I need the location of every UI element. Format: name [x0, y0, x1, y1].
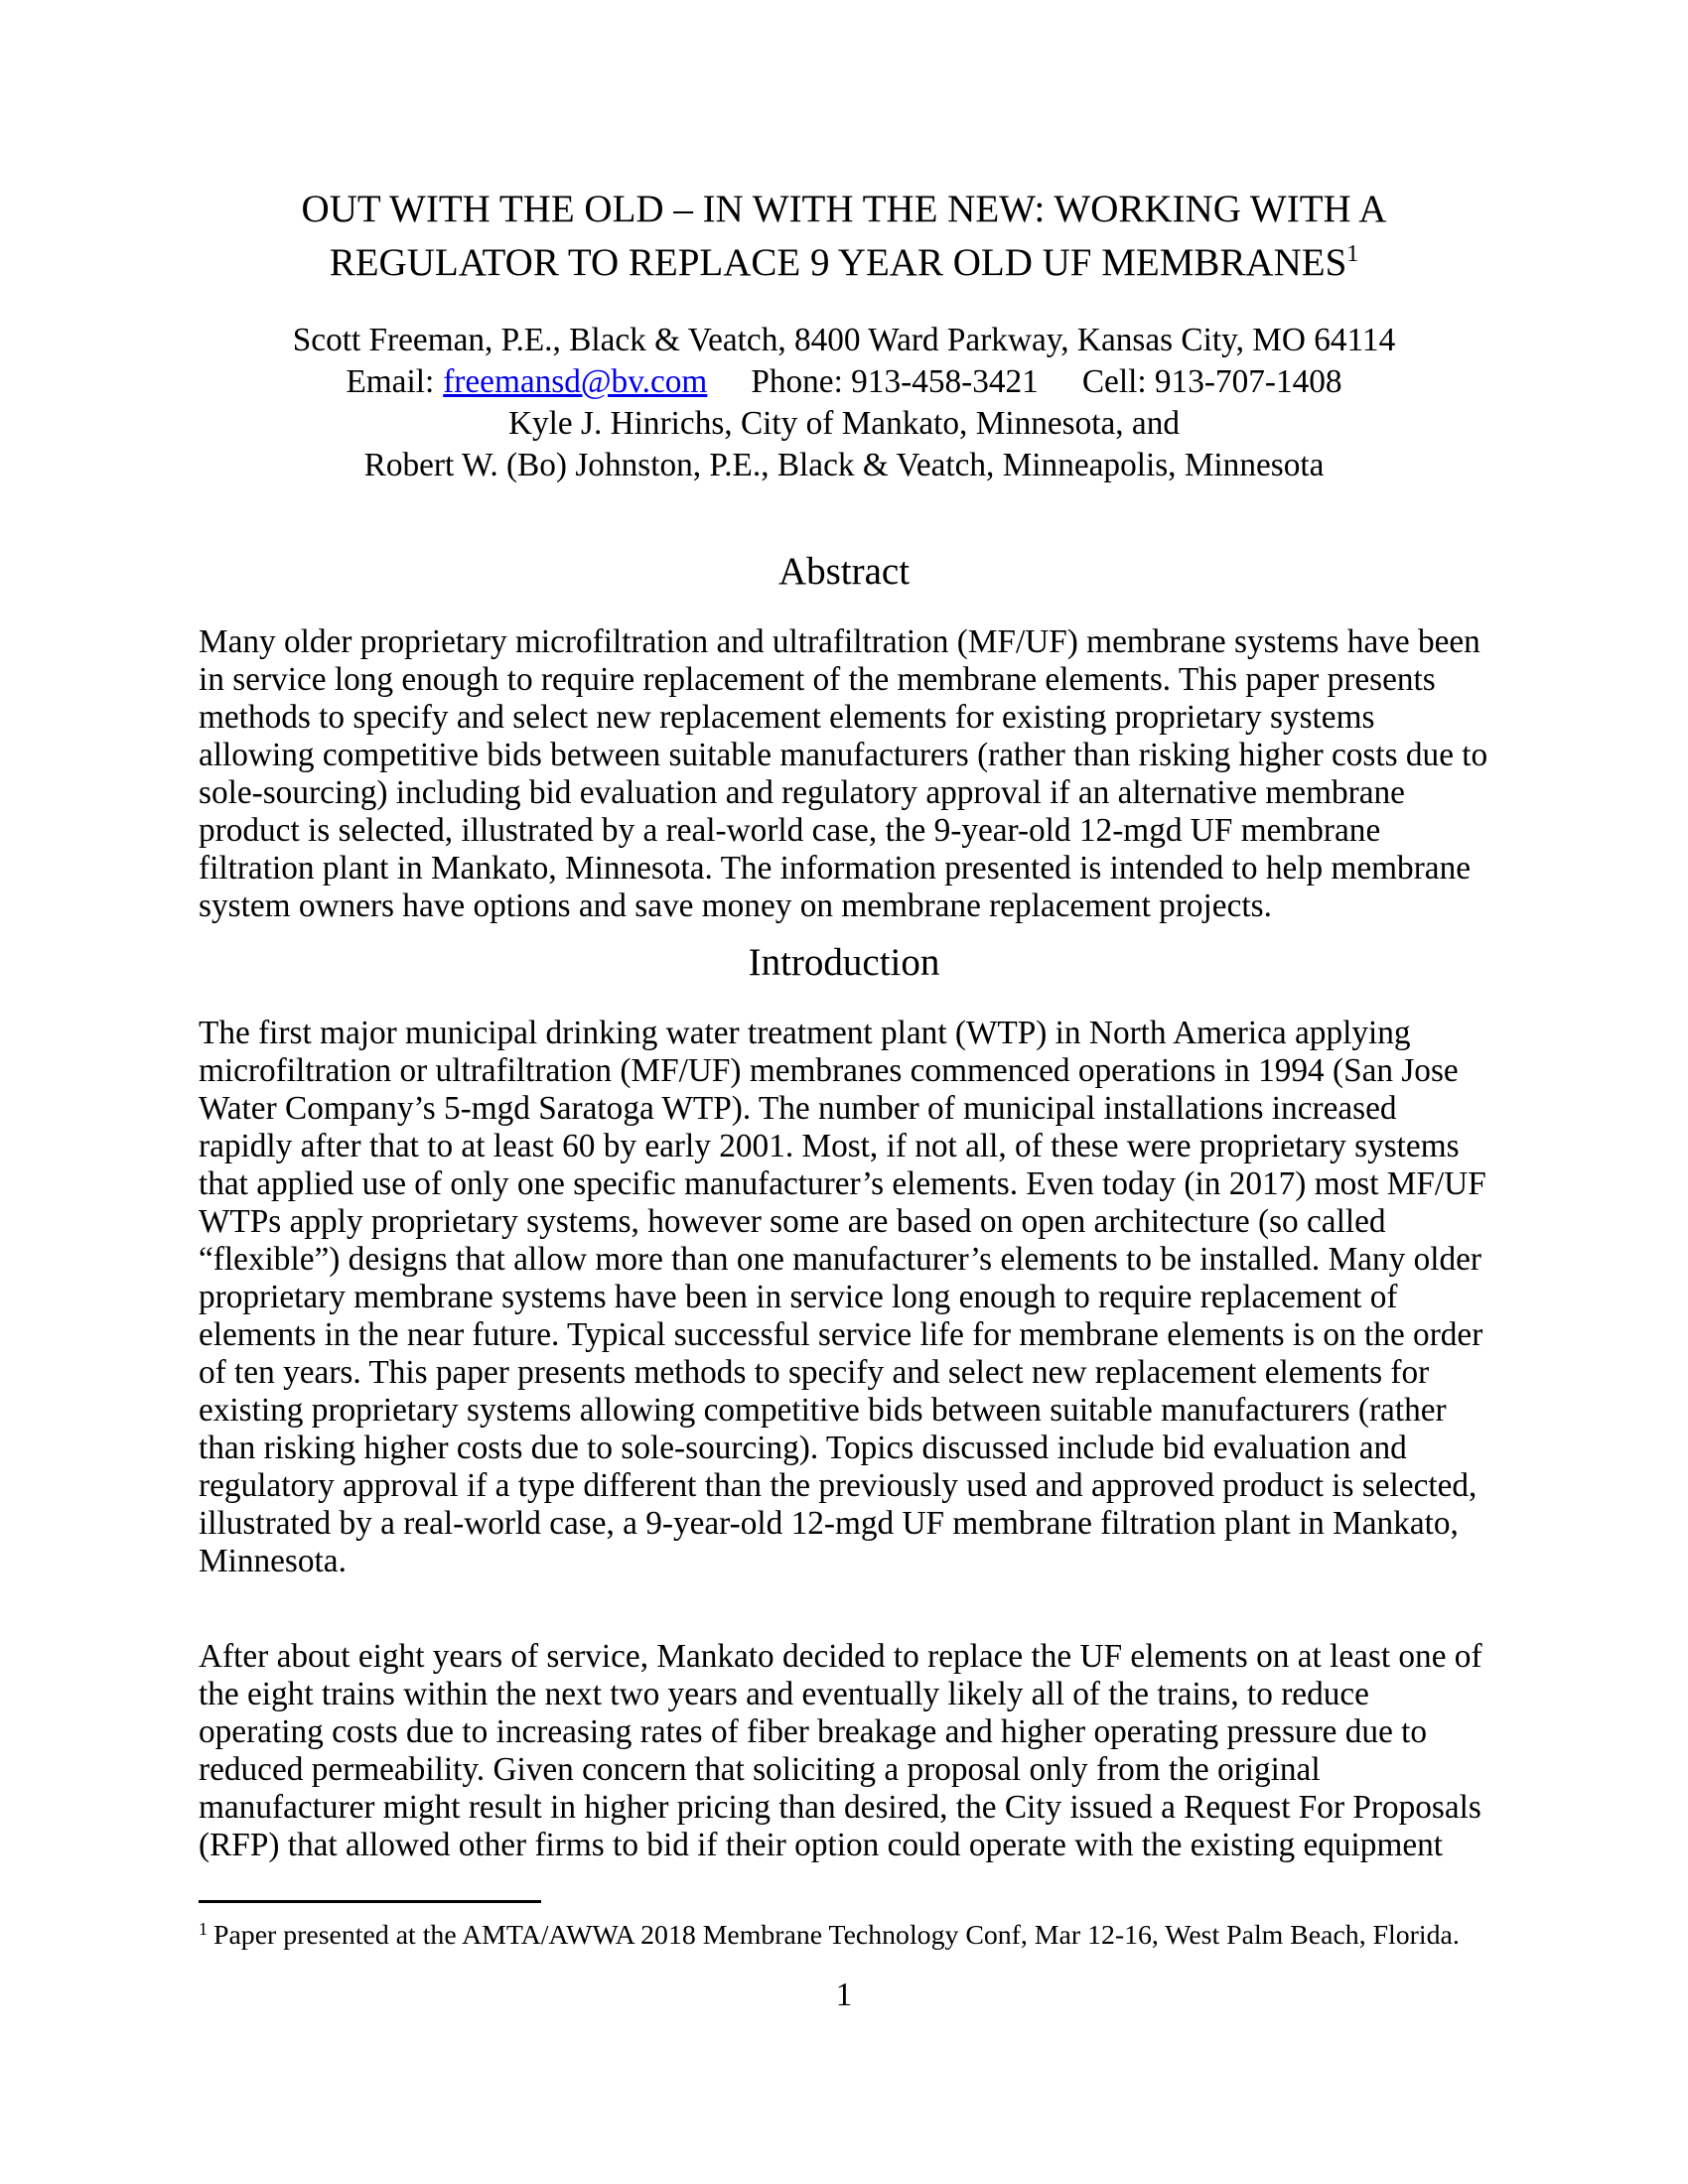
abstract-paragraph: Many older proprietary microfiltration and ultrafiltration (MF/UF) membrane systems have been in service long enough to require replacement of the membrane elements. This paper presents methods to specify and select new replacement elements for existing proprietary systems allowing competitive bids between suitable manufacturers (rather than risking higher costs due to sole-sourcing) including bid evaluation and regulatory approval if an alternative membrane product is selected, illustrated by a real-world case, the 9-year-old 12-mgd UF membrane filtration plant in Mankato, Minnesota. The information presented is intended to help membrane system owners have options and save money on membrane replacement projects. — [199, 623, 1488, 924]
author-line-1: Scott Freeman, P.E., Black & Veatch, 8400 Ward Parkway, Kansas City, MO 64114 — [292, 322, 1396, 358]
phone-number: Phone: 913-458-3421 — [751, 363, 1039, 400]
abstract-heading: Abstract — [777, 550, 911, 593]
paper-title-line1: OUT WITH THE OLD – IN WITH THE NEW: WORKING WITH A — [301, 188, 1387, 230]
footnote-marker: 1 — [199, 1919, 208, 1939]
author-line-3: Kyle J. Hinrichs, City of Mankato, Minnesota, and — [507, 405, 1181, 442]
footnote-text: Paper presented at the AMTA/AWWA 2018 Membrane Technology Conf, Mar 12-16, West Palm Beach, Florida. — [213, 1920, 1460, 1951]
introduction-paragraph-1: The first major municipal drinking water treatment plant (WTP) in North America applying microfiltration or ultrafiltration (MF/UF) membranes commenced operations in 1994 (San Jose Water Company’s 5-mgd Saratoga WTP). The number of municipal installations increased rapidly after that to at least 60 by early 2001. Most, if not all, of these were proprietary systems that applied use of only one specific manufacturer’s elements. Even today (in 2017) most MF/UF WTPs apply proprietary systems, however some are based on open architecture (so called “flexible”) designs that allow more than one manufacturer’s elements to be installed. Many older proprietary membrane systems have been in service long enough to require replacement of elements in the near future. Typical successful service life for membrane elements is on the order of ten years. This paper presents methods to specify and select new replacement elements for existing proprietary systems allowing competitive bids between suitable manufacturers (rather than risking higher costs due to sole-sourcing). Topics discussed include bid evaluation and regulatory approval if a type different than the previously used and approved product is selected, illustrated by a real-world case, a 9-year-old 12-mgd UF membrane filtration plant in Mankato, Minnesota. — [199, 1015, 1486, 1579]
author-line-4: Robert W. (Bo) Johnston, P.E., Black & Veatch, Minneapolis, Minnesota — [363, 447, 1325, 483]
title-footnote-marker: 1 — [1346, 241, 1359, 267]
email-link[interactable]: freemansd@bv.com — [443, 363, 708, 400]
paper-title-line2: REGULATOR TO REPLACE 9 YEAR OLD UF MEMBRANES — [329, 241, 1347, 284]
introduction-paragraph-2: After about eight years of service, Mankato decided to replace the UF elements on at least one of the eight trains within the next two years and eventually likely all of the trains, to reduce operating costs due to increasing rates of fiber breakage and higher operating pressure due to reduced permeability. Given concern that soliciting a proposal only from the original manufacturer might result in higher pricing than desired, the City issued a Request For Proposals (RFP) that allowed other firms to bid if their option could operate with the existing equipment — [199, 1638, 1482, 1863]
footnote — [199, 1919, 1489, 1953]
footnote-separator — [199, 1900, 541, 1903]
page-number: 1 — [835, 1977, 853, 2013]
email-label: Email: — [346, 363, 435, 400]
paper-title — [199, 183, 1489, 290]
introduction-heading: Introduction — [748, 941, 940, 984]
author-block — [199, 320, 1489, 486]
cell-number: Cell: 913-707-1408 — [1081, 363, 1342, 400]
author-contact-line — [199, 361, 1489, 403]
